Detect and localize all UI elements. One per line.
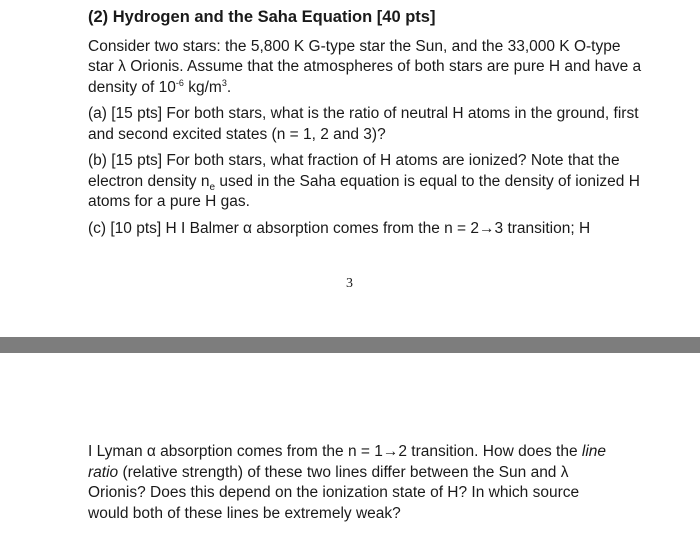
problem-number: (2)	[88, 8, 109, 26]
line-ratio-term: line ratio	[88, 443, 607, 481]
part-b-label: (b) [15 pts]	[88, 152, 163, 169]
part-c-text: H I Balmer α absorption comes from the n = 2→3 transition; H	[161, 219, 591, 237]
part-a-label: (a) [15 pts]	[88, 105, 163, 122]
unit-exponent: 3	[221, 77, 227, 88]
electron-subscript: e	[209, 181, 216, 193]
intro-paragraph	[88, 37, 648, 99]
part-b	[88, 151, 648, 213]
continued-text-part1: I Lyman α absorption comes from the n = 1→2 transition. How does the	[88, 443, 582, 460]
intro-text: Consider two stars: the 5,800 K G-type star the Sun, and the 33,000 K O-type star λ Orionis. Assume that the atmospheres of both stars are pure H and have a density of 10	[88, 37, 642, 96]
part-b-text: For both stars, what fraction of H atoms are ionized? Note that the electron density n	[88, 152, 620, 190]
intro-end: .	[226, 78, 232, 96]
problem-title: Hydrogen and the Saha Equation [40 pts]	[112, 8, 436, 26]
part-c	[88, 219, 648, 240]
part-c-label: (c) [10 pts]	[88, 219, 162, 237]
part-a-text: For both stars, what is the ratio of neutral H atoms in the ground, first and second excited states (n = 1, 2 and 3)?	[88, 105, 639, 143]
continued-text	[88, 442, 618, 524]
part-a	[88, 104, 648, 145]
page-number: 3	[346, 276, 353, 291]
problem-heading	[88, 7, 648, 28]
density-unit: kg/m	[183, 78, 222, 96]
density-exponent: -6	[175, 77, 184, 88]
part-b-text-cont: used in the Saha equation is equal to the density of ionized H atoms for a pure H gas.	[88, 172, 640, 210]
problem-text	[88, 7, 648, 245]
page-divider	[0, 337, 700, 353]
continued-text-part2: (relative strength) of these two lines differ between the Sun and λ Orionis? Does this depend on the ionization state of H? In which source would both of these lines be extremely weak?	[88, 463, 580, 522]
page-4-area	[0, 353, 700, 542]
